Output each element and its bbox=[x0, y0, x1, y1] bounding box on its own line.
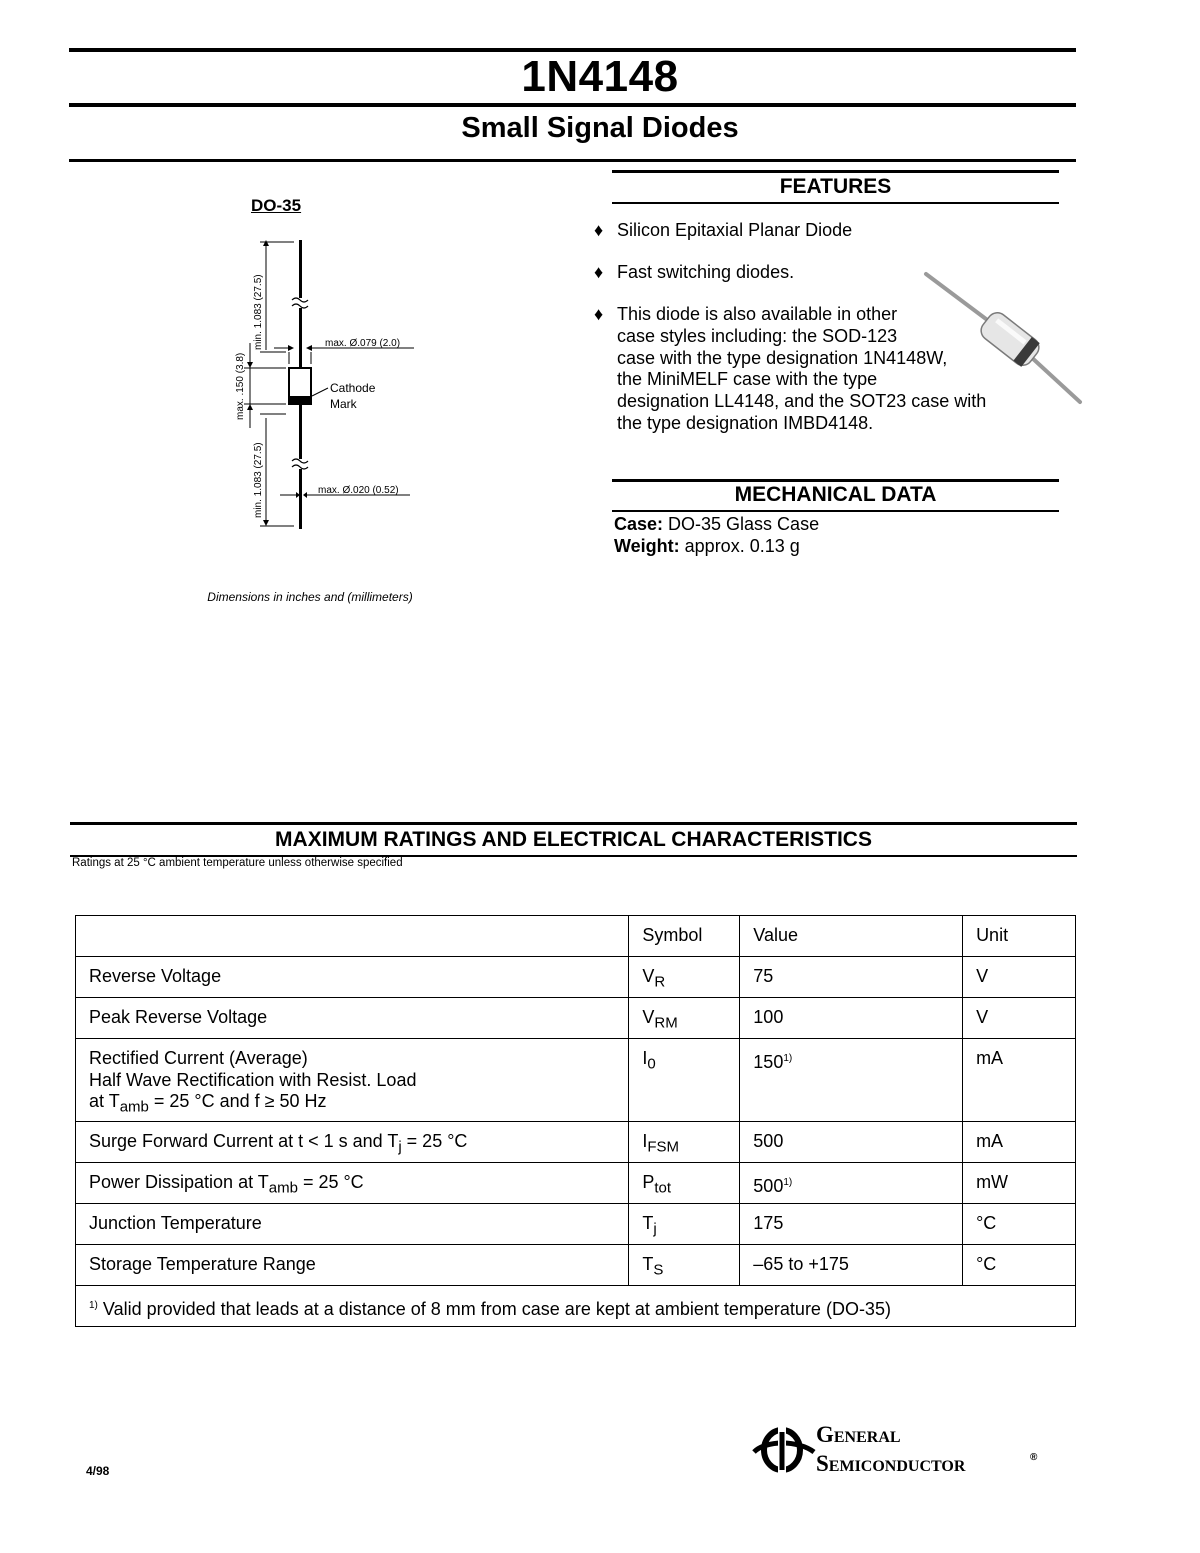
symbol-cell bbox=[629, 1122, 740, 1163]
mechanical-heading: MECHANICAL DATA bbox=[734, 483, 937, 506]
footnote-text: Valid provided that leads at a distance of 8 mm from case are kept at ambient temperature (DO-35) bbox=[97, 1299, 891, 1319]
feature-text: Silicon Epitaxial Planar Diode bbox=[617, 220, 853, 240]
header-cell-unit: Unit bbox=[963, 916, 1076, 957]
registered-mark: ® bbox=[1030, 1452, 1038, 1463]
feature-text: Fast switching diodes. bbox=[617, 262, 795, 282]
footnote-ref: 1) bbox=[783, 1177, 793, 1188]
bullet-icon: ♦ bbox=[594, 220, 604, 240]
table-row bbox=[76, 998, 1076, 1039]
symbol-text: I bbox=[642, 1131, 648, 1151]
table-row bbox=[76, 1039, 1076, 1122]
bullet-icon: ♦ bbox=[594, 304, 604, 324]
unit-cell: °C bbox=[963, 1245, 1076, 1286]
part-number: 1N4148 bbox=[521, 52, 679, 101]
case-value: DO-35 Glass Case bbox=[663, 514, 820, 534]
param-line: Rectified Current (Average) bbox=[89, 1048, 308, 1068]
unit-cell: mA bbox=[963, 1122, 1076, 1163]
dim-body-dia-label: max. Ø.079 (2.0) bbox=[325, 338, 401, 349]
symbol-text: T bbox=[642, 1254, 654, 1274]
cathode-mark-label-2: Mark bbox=[330, 397, 357, 411]
value-text: 500 bbox=[753, 1176, 784, 1196]
mechanical-top-rule bbox=[612, 479, 1059, 482]
param-cell bbox=[76, 1122, 629, 1163]
feature-text: This diode is also available in other case styles including: the SOD-123 case with the type designation 1N4148W, the MiniMELF case with the type designation LL4148, and the SOT23 case with the type designation IMBD4148. bbox=[617, 304, 987, 433]
table-row bbox=[76, 1204, 1076, 1245]
header-cell-parameter bbox=[76, 916, 629, 957]
value-cell: 175 bbox=[740, 1204, 963, 1245]
dim-lead-dia-label: max. Ø.020 (0.52) bbox=[318, 485, 399, 496]
dim-lead-bottom-label: min. 1.083 (27.5) bbox=[253, 442, 264, 518]
revision-date: 4/98 bbox=[86, 1464, 110, 1478]
header-cell-symbol: Symbol bbox=[629, 916, 740, 957]
weight-line bbox=[614, 536, 800, 557]
do35-outline-drawing bbox=[228, 228, 428, 538]
symbol-subscript: 0 bbox=[647, 1055, 656, 1073]
value-cell bbox=[740, 1163, 963, 1204]
header-cell-value: Value bbox=[740, 916, 963, 957]
footnote-ref: 1) bbox=[783, 1053, 793, 1064]
param-text: Surge Forward Current at t < 1 s and T bbox=[89, 1131, 399, 1151]
footnote-row bbox=[76, 1286, 1076, 1327]
symbol-cell bbox=[629, 1245, 740, 1286]
value-cell: 75 bbox=[740, 957, 963, 998]
package-label: DO-35 bbox=[251, 196, 302, 215]
param-text: Power Dissipation at T bbox=[89, 1172, 269, 1192]
ratings-table bbox=[75, 915, 1076, 1327]
footnote-mark: 1) bbox=[89, 1300, 98, 1311]
value-text: 150 bbox=[753, 1052, 784, 1072]
param-subscript: amb bbox=[119, 1098, 149, 1116]
dim-body-length-label: max. .150 (3.8) bbox=[235, 352, 246, 420]
ratings-top-rule bbox=[70, 822, 1077, 825]
table-row bbox=[76, 1163, 1076, 1204]
param-cell: Junction Temperature bbox=[76, 1204, 629, 1245]
param-cell: Storage Temperature Range bbox=[76, 1245, 629, 1286]
symbol-subscript: FSM bbox=[647, 1138, 680, 1156]
logo-mark-icon bbox=[752, 1422, 816, 1478]
symbol-cell bbox=[629, 998, 740, 1039]
unit-cell: V bbox=[963, 998, 1076, 1039]
unit-cell: mA bbox=[963, 1039, 1076, 1122]
logo-line-1: General bbox=[816, 1422, 901, 1447]
symbol-subscript: j bbox=[653, 1220, 657, 1238]
symbol-text: T bbox=[642, 1213, 654, 1233]
unit-cell: V bbox=[963, 957, 1076, 998]
mechanical-bottom-rule bbox=[612, 510, 1059, 512]
symbol-text: V bbox=[642, 966, 655, 986]
weight-value: approx. 0.13 g bbox=[679, 536, 800, 556]
symbol-subscript: R bbox=[654, 973, 666, 991]
cathode-mark-label: Cathode bbox=[330, 381, 376, 395]
param-line: Half Wave Rectification with Resist. Load bbox=[89, 1069, 417, 1090]
case-label: Case: bbox=[614, 514, 664, 534]
title-rule bbox=[69, 103, 1076, 107]
value-cell bbox=[740, 1039, 963, 1122]
page-subtitle: Small Signal Diodes bbox=[461, 112, 739, 144]
symbol-subscript: S bbox=[653, 1261, 664, 1279]
symbol-cell bbox=[629, 1204, 740, 1245]
param-subscript: amb bbox=[268, 1179, 298, 1197]
symbol-text: P bbox=[642, 1172, 655, 1192]
unit-cell: mW bbox=[963, 1163, 1076, 1204]
symbol-text: V bbox=[642, 1007, 655, 1027]
symbol-subscript: tot bbox=[654, 1179, 672, 1197]
table-row bbox=[76, 1245, 1076, 1286]
param-text: = 25 °C bbox=[401, 1131, 468, 1151]
param-subscript: j bbox=[398, 1138, 402, 1156]
weight-label: Weight: bbox=[614, 536, 680, 556]
symbol-text: I bbox=[642, 1048, 648, 1068]
unit-cell: °C bbox=[963, 1204, 1076, 1245]
param-cell bbox=[76, 1163, 629, 1204]
param-text: at T bbox=[89, 1091, 120, 1111]
diode-photo bbox=[920, 268, 1090, 413]
symbol-cell bbox=[629, 1039, 740, 1122]
param-text: = 25 °C and f ≥ 50 Hz bbox=[148, 1091, 327, 1111]
ratings-note: Ratings at 25 °C ambient temperature unless otherwise specified bbox=[72, 857, 403, 869]
dim-lead-top-label: min. 1.083 (27.5) bbox=[253, 274, 264, 350]
param-cell: Reverse Voltage bbox=[76, 957, 629, 998]
param-line bbox=[89, 1091, 615, 1118]
symbol-subscript: RM bbox=[654, 1014, 678, 1032]
param-text: = 25 °C bbox=[297, 1172, 364, 1192]
bullet-icon: ♦ bbox=[594, 262, 604, 282]
features-heading: FEATURES bbox=[779, 175, 892, 198]
table-row bbox=[76, 1122, 1076, 1163]
features-bottom-rule bbox=[612, 202, 1059, 204]
logo-line-2: Semiconductor bbox=[816, 1451, 966, 1476]
value-cell: 100 bbox=[740, 998, 963, 1039]
dimensions-note: Dimensions in inches and (millimeters) bbox=[207, 590, 413, 604]
value-cell: –65 to +175 bbox=[740, 1245, 963, 1286]
ratings-heading: MAXIMUM RATINGS AND ELECTRICAL CHARACTERISTICS bbox=[275, 828, 872, 851]
table-row bbox=[76, 957, 1076, 998]
symbol-cell bbox=[629, 957, 740, 998]
case-line bbox=[614, 514, 819, 535]
company-logo bbox=[752, 1418, 1052, 1478]
symbol-cell bbox=[629, 1163, 740, 1204]
table-header-row bbox=[76, 916, 1076, 957]
footnote-cell bbox=[76, 1286, 1076, 1327]
value-cell: 500 bbox=[740, 1122, 963, 1163]
param-cell bbox=[76, 1039, 629, 1122]
subtitle-rule bbox=[69, 159, 1076, 162]
param-cell: Peak Reverse Voltage bbox=[76, 998, 629, 1039]
features-top-rule bbox=[612, 170, 1059, 173]
